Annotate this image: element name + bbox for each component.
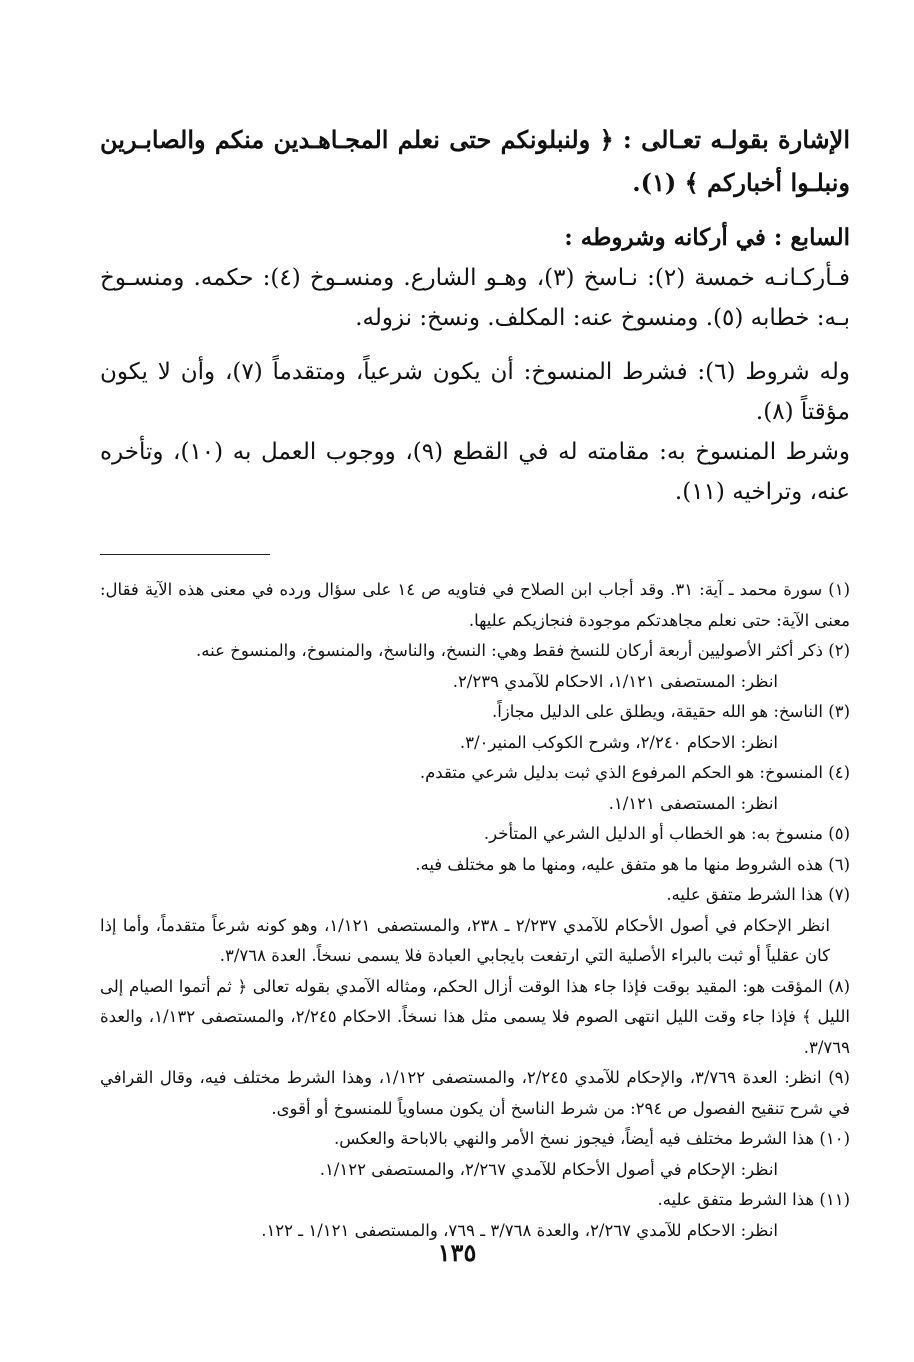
footnote-2: (٢) ذكر أكثر الأصوليين أربعة أركان للنسخ فقط وهي: النسخ، والناسخ، والمنسوخ، والمنسوخ عنه. xyxy=(196,641,850,660)
footnote-10-ref: انظر: الإحكام في أصول الأحكام للآمدي ٢/٢٦٧، والمستصفى ١/١٢٢. xyxy=(319,1159,778,1179)
footnote-10: (١٠) هذا الشرط مختلف فيه أيضاً، فيجوز نسخ الأمر والنهي بالاباحة والعكس. xyxy=(334,1129,850,1148)
footnote-8: (٨) المؤقت هو: المقيد بوقت فإذا جاء هذا الوقت أزال الحكم، ومثاله الآمدي بقوله تعالى ﴿ ثم أتموا الصيام إلى الليل ﴾ فإذا جاء وقت الليل انتهى الصوم فلا يسمى مثل هذا نسخاً. الاحكام ٢/٢٤٥، والمستصفى ١/١٣٢، والعدة ٣/٧٦٩. xyxy=(100,976,850,1057)
footnote-11-ref: انظر: الاحكام للآمدي ٢/٢٦٧، والعدة ٣/٧٦٨ ـ ٧٦٩، والمستصفى ١/١٢١ ـ ١٢٢. xyxy=(261,1220,778,1240)
shurut-paragraph-1: وله شروط (٦): فشرط المنسوخ: أن يكون شرعياً، ومتقدماً (٧)، وأن لا يكون مؤقتاً (٨). xyxy=(100,359,850,425)
page-number: ١٣٥ xyxy=(437,1238,477,1267)
footnotes xyxy=(100,575,850,1246)
footnote-4-ref: انظر: المستصفى ١/١٢١. xyxy=(608,793,778,813)
shurut-paragraph-2: وشرط المنسوخ به: مقامته له في القطع (٩)، ووجوب العمل به (١٠)، وتأخره عنه، وتراخيه (١١). xyxy=(100,439,850,505)
footnote-1: (١) سورة محمد ـ آية: ٣١. وقد أجاب ابن الصلاح في فتاويه ص ١٤ على سؤال ورده في معنى هذه الآية فقال: معنى الآية: حتى نعلم مجاهدتكم موجودة فنجازيكم عليها. xyxy=(100,580,850,630)
footnote-7: (٧) هذا الشرط متفق عليه. xyxy=(666,885,850,904)
section-heading: السابع : في أركانه وشروطه : xyxy=(564,224,850,251)
main-text xyxy=(100,118,850,512)
footnote-4: (٤) المنسوخ: هو الحكم المرفوع الذي ثبت بدليل شرعي متقدم. xyxy=(419,763,850,782)
intro-paragraph: الإشارة بقولـه تعـالى : ﴿ ولنبلونكم حتى نعلم المجـاهـدين منكم والصابـرين ونبلـوا أخباركم ﴾ (١). xyxy=(100,125,850,197)
footnote-5: (٥) منسوخ به: هو الخطاب أو الدليل الشرعي المتأخر. xyxy=(483,824,850,843)
footnote-3-ref: انظر: الاحكام ٢/٢٤٠، وشرح الكوكب المنير٣/٠. xyxy=(459,732,778,752)
footnote-9: (٩) انظر: العدة ٣/٧٦٩، والإحكام للآمدي ٢/٢٤٥، والمستصفى ١/١٢٢، وهذا الشرط مختلف فيه، وقال القرافي في شرح تنقيح الفصول ص ٢٩٤: من شرط الناسخ أن يكون مساوياً للمنسوخ أو أقوى. xyxy=(100,1068,850,1118)
footnote-separator xyxy=(100,554,270,555)
footnote-2-ref: انظر: المستصفى ١/١٢١، الاحكام للآمدي ٢/٢٣٩. xyxy=(452,671,778,691)
footnote-6: (٦) هذه الشروط منها ما هو متفق عليه، ومنها ما هو مختلف فيه. xyxy=(415,854,850,874)
arkan-paragraph: فـأركـانـه خمسة (٢): نـاسخ (٣)، وهـو الشارع. ومنسـوخ (٤): حكمه. ومنسـوخ بـه: خطابه (٥). ومنسوخ عنه: المكلف. ونسخ: نزوله. xyxy=(100,265,851,331)
footnote-3: (٣) الناسخ: هو الله حقيقة، ويطلق على الدليل مجازاً. xyxy=(491,702,850,721)
footnote-7-ref: انظر الإحكام في أصول الأحكام للآمدي ٢/٢٣٧ ـ ٢٣٨، والمستصفى ١/١٢١، وهو كونه شرعاً متقدماً، وأما إذا كان عقلياً أو ثبت بالبراء الأصلية التي ارتفعت بايجابي العبادة فلا يسمى نسخاً. العدة ٣/٧٦٨. xyxy=(100,915,830,965)
footnote-11: (١١) هذا الشرط متفق عليه. xyxy=(657,1190,850,1209)
